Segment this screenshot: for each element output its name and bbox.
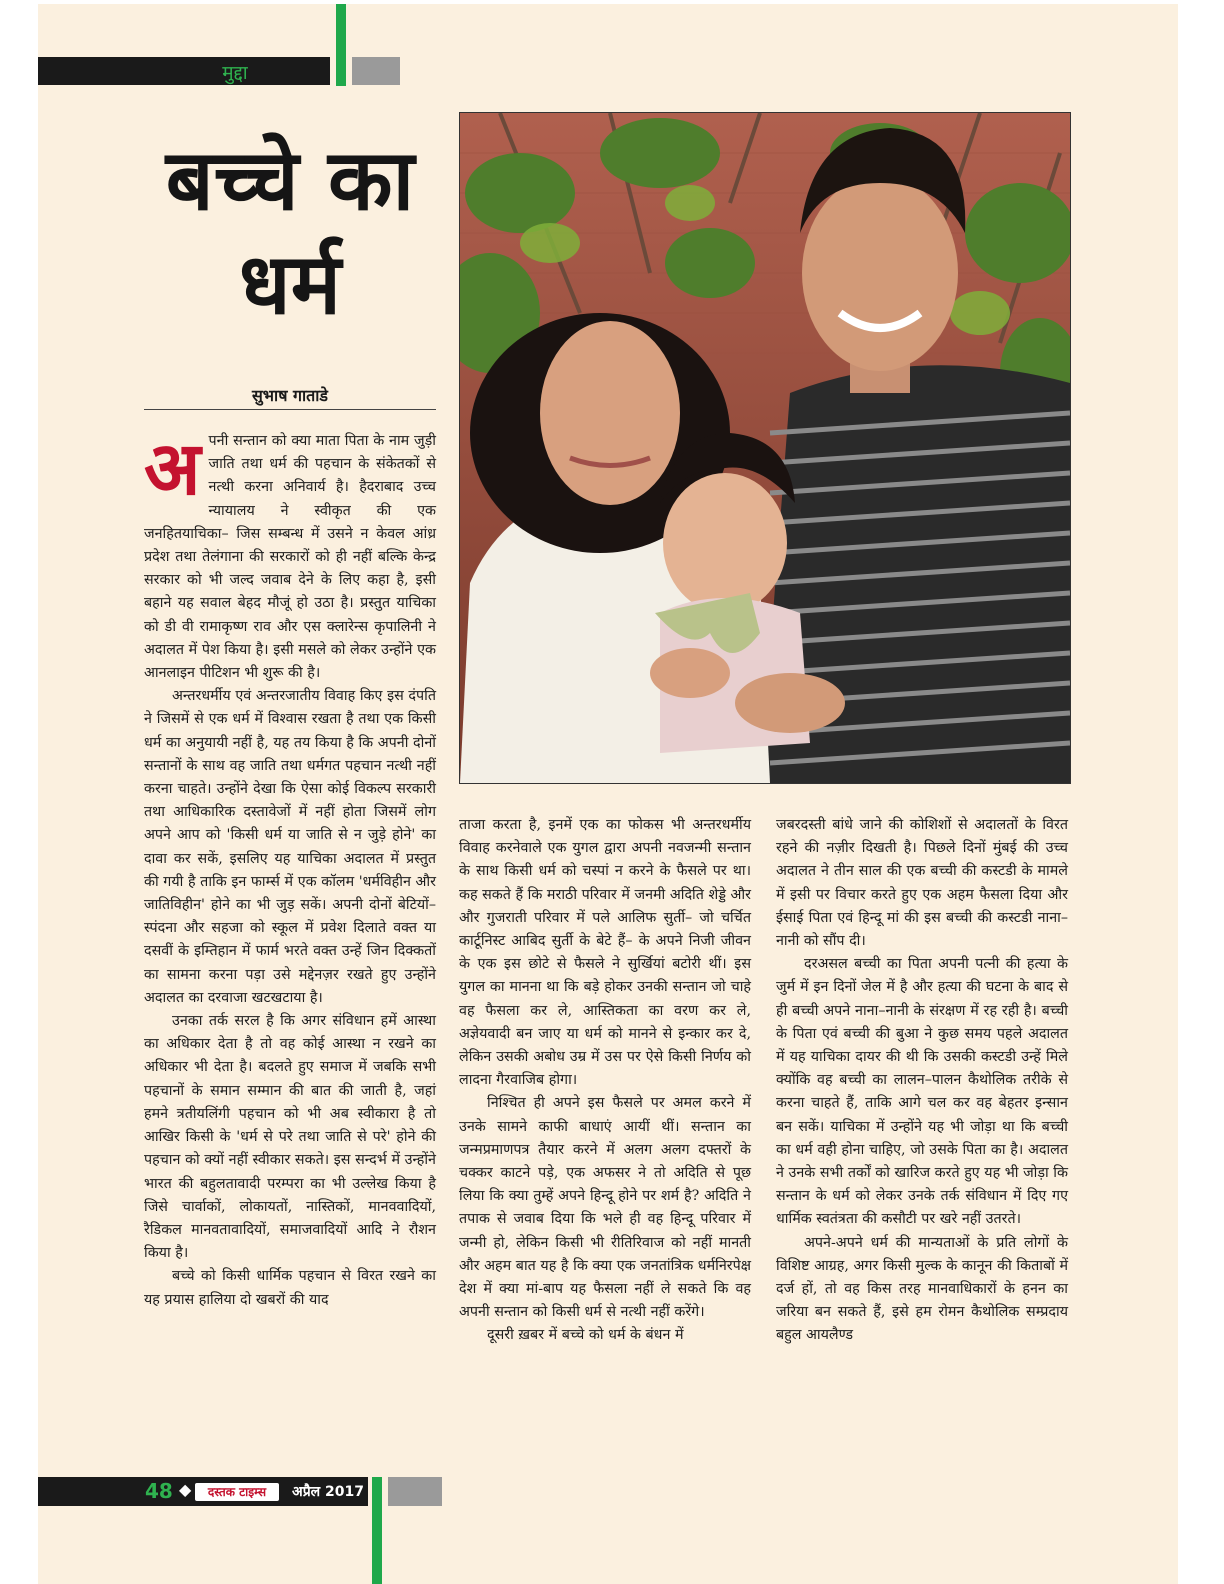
magazine-logo: दस्तक टाइम्स (195, 1483, 279, 1501)
author-byline: सुभाष गाताडे (251, 386, 328, 405)
section-bar-gray (352, 57, 400, 85)
article-column-2 (459, 814, 751, 1348)
paragraph: अपने-अपने धर्म की मान्यताओं के प्रति लोगों के विशिष्ट आग्रह, अगर किसी मुल्क के कानून की किताबों में दर्ज हों, तो वह किस तरह मानवाधिकारों के हनन का जरिया बन सकते हैं, इसे हम रोमन कैथोलिक सम्प्रदाय बहुल आयलैण्ड (776, 1234, 1068, 1344)
issue-date: अप्रैल 2017 (292, 1484, 364, 1500)
paragraph: अन्तरधर्मीय एवं अन्तरजातीय विवाह किए इस दंपति ने जिसमें से एक धर्म में विश्वास रखता है तथा एक किसी धर्म का अनुयायी नहीं है, यह तय किया है कि अपनी दोनों सन्तानों के साथ वह जाति तथा धर्मगत पहचान नत्थी नहीं करना चाहते। उन्होंने देखा कि ऐसा कोई विकल्प सरकारी तथा आधिकारिक दस्तावेजों में नहीं होता जिसमें लोग अपने आप को 'किसी धर्म या जाति से न जुड़े होने' का दावा कर सकें, इसलिए यह याचिका अदालत में प्रस्तुत की गयी है ताकि इन फार्म्स में एक कॉलम 'धर्मविहीन और जातिविहीन' होने का भी जुड़ सकें। अपनी दोनों बेटियों– स्पंदना और सहजा को स्कूल में प्रवेश दिलाते वक्त या दसवीं के इम्तिहान में फार्म भरते वक्त उन्हें जिन दिक्कतों का सामना करना पड़ा उसे मद्देनज़र रखते हुए उन्होंने अदालत का दरवाजा खटखटाया है। (144, 688, 436, 1006)
paragraph: ताजा करता है, इनमें एक का फोकस भी अन्तरधर्मीय विवाह करनेवाले एक युगल द्वारा अपनी नवजन्मी सन्तान के साथ किसी धर्म को चस्पां न करने के फैसले पर था। कह सकते हैं कि मराठी परिवार में जनमी अदिति शेड्डे और और गुजराती परिवार में पले आलिफ सुर्ती– जो चर्चित कार्टूनिस्ट आबिद सुर्ती के बेटे हैं– के अपने निजी जीवन के एक इस छोटे से फैसले ने सुर्खियां बटोरी थीं। इस युगल का मानना था कि बड़े होकर उनकी सन्तान जो चाहे वह फैसला कर ले, आस्तिकता का वरण कर ले, अज्ञेयवादी बन जाए या धर्म को मानने से इन्कार कर दे, लेकिन उसकी अबोध उम्र में उस पर ऐसे किसी निर्णय को लादना गैरवाजिब होगा। (459, 817, 751, 1089)
section-accent-stripe (336, 4, 346, 86)
headline-line-2: धर्म (239, 235, 341, 333)
article-column-3 (776, 814, 1068, 1348)
section-label: मुद्दा (222, 62, 248, 84)
paragraph: बच्चे को किसी धार्मिक पहचान से विरत रखने का यह प्रयास हालिया दो खबरों की याद (144, 1268, 436, 1308)
footer-accent-stripe (372, 1477, 382, 1584)
family-photo-illustration (460, 113, 1070, 783)
footer-separator-icon: ◆ (179, 1480, 192, 1499)
section-bar (38, 57, 330, 85)
paragraph: निश्चित ही अपने इस फैसले पर अमल करने में उनके सामने काफी बाधाएं आयीं थीं। सन्तान का जन्मप्रमाणपत्र तैयार करने में अलग अलग दफ्तरों के चक्कर काटने पड़े, एक अफसर ने तो अदिति से पूछ लिया कि क्या तुम्हें अपने हिन्दू होने पर शर्म है? अदिति ने तपाक से जवाब दिया कि भले ही वह हिन्दू परिवार में जन्मी हो, लेकिन किसी भी रीतिरिवाज को नहीं मानती और अहम बात यह है कि क्या एक जनतांत्रिक धर्मनिरपेक्ष देश में क्या मां-बाप यह फैसला नहीं ले सकते कि वह अपनी सन्तान को किसी धर्म से नत्थी नहीं करेंगे। (459, 1095, 751, 1321)
headline-line-1: बच्चे का (165, 131, 415, 229)
drop-cap: अ (144, 426, 201, 512)
byline-rule (144, 409, 436, 410)
page-number: 48 (145, 1479, 173, 1503)
paragraph: अपनी सन्तान को क्या माता पिता के नाम जुड़ी जाति तथा धर्म की पहचान के संकेतकों से नत्थी करना अनिवार्य है। हैदराबाद उच्च न्यायालय ने स्वीकृत की एक जनहितयाचिका– जिस सम्बन्ध में उसने न केवल आंध्र प्रदेश तथा तेलंगाना की सरकारों को ही नहीं बल्कि केन्द्र सरकार को भी जल्द जवाब देने के लिए कहा है, इसी बहाने यह सवाल बेहद मौजूं हो उठा है। प्रस्तुत याचिका को डी वी रामाकृष्ण राव और एस क्लारेन्स कृपालिनी ने अदालत में पेश किया है। इसी मसले को लेकर उन्होंने एक आनलाइन पीटिशन भी शुरू की है। (144, 426, 436, 682)
footer-bar-gray (388, 1477, 442, 1506)
paragraph: दूसरी ख़बर में बच्चे को धर्म के बंधन में (487, 1327, 684, 1344)
family-photo (459, 112, 1071, 784)
paragraph: उनका तर्क सरल है कि अगर संविधान हमें आस्था का अधिकार देता है तो वह कोई आस्था न रखने का अधिकार भी देता है। बदलते हुए समाज में जबकि सभी पहचानों के समान सम्मान की बात की जाती है, जहां हमने त्रतीयलिंगी पहचान को भी अब स्वीकारा है तो आखिर किसी के 'धर्म से परे तथा जाति से परे' होने की पहचान को क्यों नहीं स्वीकार सकते। इस सन्दर्भ में उन्होंने भारत की बहुलतावादी परम्परा का भी उल्लेख किया है जिसे चार्वाकों, लोकायतों, नास्तिकों, मानववादियों, रैडिकल मानवतावादियों, समाजवादियों आदि ने रौशन किया है। (144, 1013, 436, 1262)
article-column-1 (144, 426, 436, 1312)
paragraph: दरअसल बच्ची का पिता अपनी पत्नी की हत्या के जुर्म में इन दिनों जेल में है और हत्या की घटना के बाद से ही बच्ची अपने नाना–नानी के संरक्षण में रह रही है। बच्ची के पिता एवं बच्ची की बुआ ने कुछ समय पहले अदालत में यह याचिका दायर की थी कि उसकी कस्टडी उन्हें मिले क्योंकि वह बच्ची का लालन–पालन कैथोलिक तरीके से करना चाहते हैं, ताकि आगे चल कर वह बेहतर इन्सान बन सकें। याचिका में उन्होंने यह भी जोड़ा था कि बच्ची का धर्म वही होना चाहिए, जो उसके पिता का है। अदालत ने उनके सभी तर्कों को खारिज करते हुए यह भी जोड़ा कि सन्तान के धर्म को लेकर उनके तर्क संविधान में दिए गए धार्मिक स्वतंत्रता की कसौटी पर खरे नहीं उतरते। (776, 956, 1068, 1228)
paragraph: जबरदस्ती बांधे जाने की कोशिशों से अदालतों के विरत रहने की नज़ीर दिखती है। पिछले दिनों मुंबई की उच्च अदालत ने तीन साल की एक बच्ची की कस्टडी के मामले में इसी पर विचार करते हुए एक अहम फैसला दिया और ईसाई पिता एवं हिन्दू मां की इस बच्ची की कस्टडी नाना–नानी को सौंप दी। (776, 817, 1068, 950)
article-headline (140, 128, 440, 336)
